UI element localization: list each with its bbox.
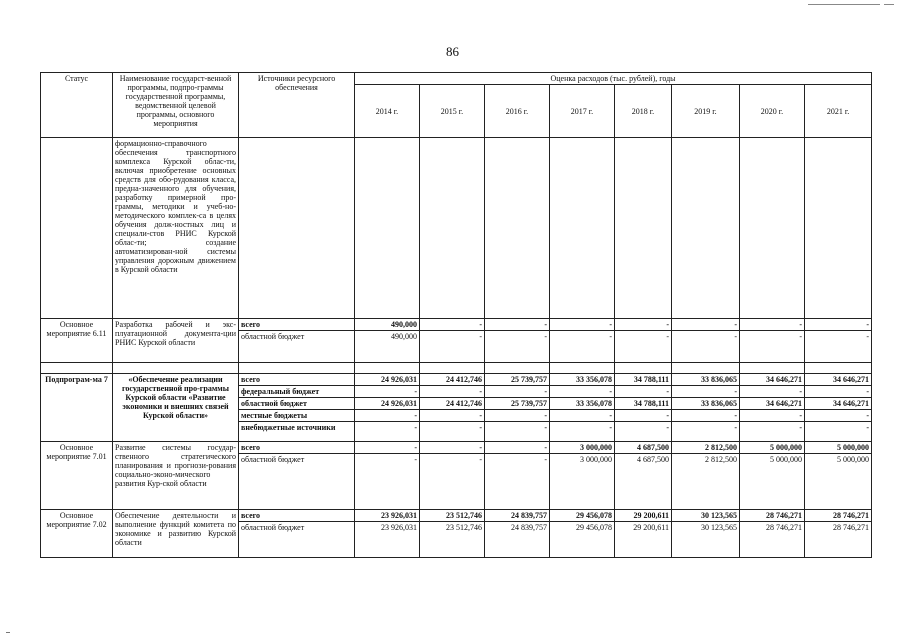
row-value: 24 412,746	[420, 398, 485, 410]
row-status: Подпрограм-ма 7	[41, 374, 113, 442]
row-value: 4 687,500	[615, 442, 672, 454]
row-value: 24 412,746	[420, 374, 485, 386]
row-status: Основное мероприятие 6.11	[41, 319, 113, 363]
row-source: всего	[239, 374, 355, 386]
row-value: 28 746,271	[805, 522, 872, 558]
table-row	[41, 319, 872, 331]
table-row	[41, 510, 872, 522]
header-row	[41, 73, 872, 85]
continuation-status	[41, 138, 113, 319]
row-value: -	[485, 319, 550, 331]
row-value: -	[355, 454, 420, 510]
row-value: -	[550, 422, 615, 442]
row-value: 24 926,031	[355, 398, 420, 410]
row-value: -	[805, 331, 872, 363]
row-value: 34 646,271	[805, 374, 872, 386]
row-value: 29 200,611	[615, 510, 672, 522]
row-value: -	[672, 331, 740, 363]
row-value: 34 646,271	[740, 374, 805, 386]
row-value: 4 687,500	[615, 454, 672, 510]
row-value: -	[355, 442, 420, 454]
row-value: 34 788,111	[615, 398, 672, 410]
row-value: 3 000,000	[550, 442, 615, 454]
row-value: 25 739,757	[485, 374, 550, 386]
row-value: 33 356,078	[550, 374, 615, 386]
table-row	[41, 442, 872, 454]
row-value: 25 739,757	[485, 398, 550, 410]
row-name: Обеспечение деятельности и выполнение функций комитета по экономике и развитию Курской области	[113, 510, 239, 558]
row-value: -	[485, 454, 550, 510]
row-name: Разработка рабочей и экс-плуатационной документа-ции РНИС Курской области	[113, 319, 239, 363]
row-value: -	[615, 422, 672, 442]
row-value: -	[672, 422, 740, 442]
row-value: -	[615, 386, 672, 398]
continuation-row	[41, 138, 872, 319]
row-value: 24 839,757	[485, 522, 550, 558]
row-value: -	[485, 422, 550, 442]
row-source: областной бюджет	[239, 522, 355, 558]
row-value: 5 000,000	[740, 442, 805, 454]
row-value: 5 000,000	[740, 454, 805, 510]
row-name: Развитие системы государ-ственного стратегического планирования и прогнози-рования социально-эконо-мического развития Кур-ской области	[113, 442, 239, 510]
corner-mark	[808, 4, 880, 5]
row-value: 30 123,565	[672, 522, 740, 558]
row-value: -	[740, 410, 805, 422]
corner-mark	[884, 4, 894, 5]
row-value: -	[805, 410, 872, 422]
row-value: 33 836,065	[672, 374, 740, 386]
row-value: 34 646,271	[805, 398, 872, 410]
row-value: -	[485, 442, 550, 454]
header-sources: Источники ресурсного обеспечения	[239, 73, 355, 138]
row-value: -	[420, 331, 485, 363]
row-value: -	[615, 410, 672, 422]
header-year: 2014 г.	[355, 85, 420, 138]
row-value: 33 836,065	[672, 398, 740, 410]
row-value: -	[550, 386, 615, 398]
row-value: 29 456,078	[550, 510, 615, 522]
row-value: -	[485, 331, 550, 363]
row-value: 23 512,746	[420, 510, 485, 522]
row-value: 28 746,271	[740, 522, 805, 558]
row-value: 2 812,500	[672, 442, 740, 454]
row-status: Основное мероприятие 7.01	[41, 442, 113, 510]
row-value: -	[805, 319, 872, 331]
row-source: федеральный бюджет	[239, 386, 355, 398]
row-value: -	[420, 410, 485, 422]
row-value: 28 746,271	[805, 510, 872, 522]
row-value: -	[420, 442, 485, 454]
row-source: областной бюджет	[239, 454, 355, 510]
row-value: 34 788,111	[615, 374, 672, 386]
row-value: 24 839,757	[485, 510, 550, 522]
row-value: 24 926,031	[355, 374, 420, 386]
row-value: -	[420, 386, 485, 398]
row-status: Основное мероприятие 7.02	[41, 510, 113, 558]
row-value: -	[805, 422, 872, 442]
row-value: -	[485, 386, 550, 398]
row-value: 29 200,611	[615, 522, 672, 558]
header-status: Статус	[41, 73, 113, 138]
header-year: 2021 г.	[805, 85, 872, 138]
header-estimate: Оценка расходов (тыс. рублей), годы	[355, 73, 872, 85]
continuation-source	[239, 138, 355, 319]
scan-mark	[6, 632, 10, 633]
row-value: 2 812,500	[672, 454, 740, 510]
header-year: 2017 г.	[550, 85, 615, 138]
row-value: -	[420, 319, 485, 331]
row-value: -	[550, 410, 615, 422]
header-year: 2015 г.	[420, 85, 485, 138]
row-value: 34 646,271	[740, 398, 805, 410]
continuation-text: формационно-справочного обеспечения транспортного комплекса Курской облас-ти, включая приобретение основных средств для обо-рудования класса, предна-значенного для обучения, разработку примерной про-граммы, методики и учеб-но-методического комплек-са в целях обучения долж-ностных лиц и специали-стов РНИС Курской облас-ти; создание автоматизирован-ной системы управления дорожным движением в Курской области	[113, 138, 239, 319]
row-value: -	[615, 331, 672, 363]
row-value: -	[740, 331, 805, 363]
row-value: -	[672, 410, 740, 422]
row-value: 490,000	[355, 331, 420, 363]
row-value: 490,000	[355, 319, 420, 331]
row-value: 23 926,031	[355, 522, 420, 558]
row-value: 23 512,746	[420, 522, 485, 558]
separator-row	[41, 363, 872, 374]
table-row	[41, 374, 872, 386]
header-year: 2020 г.	[740, 85, 805, 138]
row-value: 33 356,078	[550, 398, 615, 410]
row-value: -	[672, 319, 740, 331]
row-value: -	[740, 386, 805, 398]
page-number: 86	[446, 44, 459, 59]
header-year: 2019 г.	[672, 85, 740, 138]
row-source: внебюджетные источники	[239, 422, 355, 442]
row-source: областной бюджет	[239, 331, 355, 363]
header-year: 2016 г.	[485, 85, 550, 138]
row-value: -	[615, 319, 672, 331]
row-value: -	[550, 319, 615, 331]
row-value: -	[355, 386, 420, 398]
row-value: -	[672, 386, 740, 398]
header-year: 2018 г.	[615, 85, 672, 138]
row-source: всего	[239, 442, 355, 454]
row-source: всего	[239, 319, 355, 331]
row-value: 23 926,031	[355, 510, 420, 522]
row-source: местные бюджеты	[239, 410, 355, 422]
row-value: -	[355, 410, 420, 422]
row-name: «Обеспечение реализации государственной про-граммы Курской области «Развитие экономики и внешних связей Курской области»	[113, 374, 239, 442]
row-source: областной бюджет	[239, 398, 355, 410]
row-value: 5 000,000	[805, 454, 872, 510]
row-value: -	[550, 331, 615, 363]
row-value: 29 456,078	[550, 522, 615, 558]
row-value: -	[805, 386, 872, 398]
row-value: 28 746,271	[740, 510, 805, 522]
row-value: -	[740, 319, 805, 331]
table-body	[41, 138, 872, 558]
row-value: 5 000,000	[805, 442, 872, 454]
row-value: -	[355, 422, 420, 442]
row-value: -	[420, 422, 485, 442]
row-source: всего	[239, 510, 355, 522]
budget-table	[40, 72, 872, 558]
header-name: Наименование государст-венной программы, подпро-граммы государственной программы, ведомственной целевой программы, основного мероприятия	[113, 73, 239, 138]
row-value: 3 000,000	[550, 454, 615, 510]
row-value: -	[420, 454, 485, 510]
row-value: -	[740, 422, 805, 442]
row-value: -	[485, 410, 550, 422]
row-value: 30 123,565	[672, 510, 740, 522]
